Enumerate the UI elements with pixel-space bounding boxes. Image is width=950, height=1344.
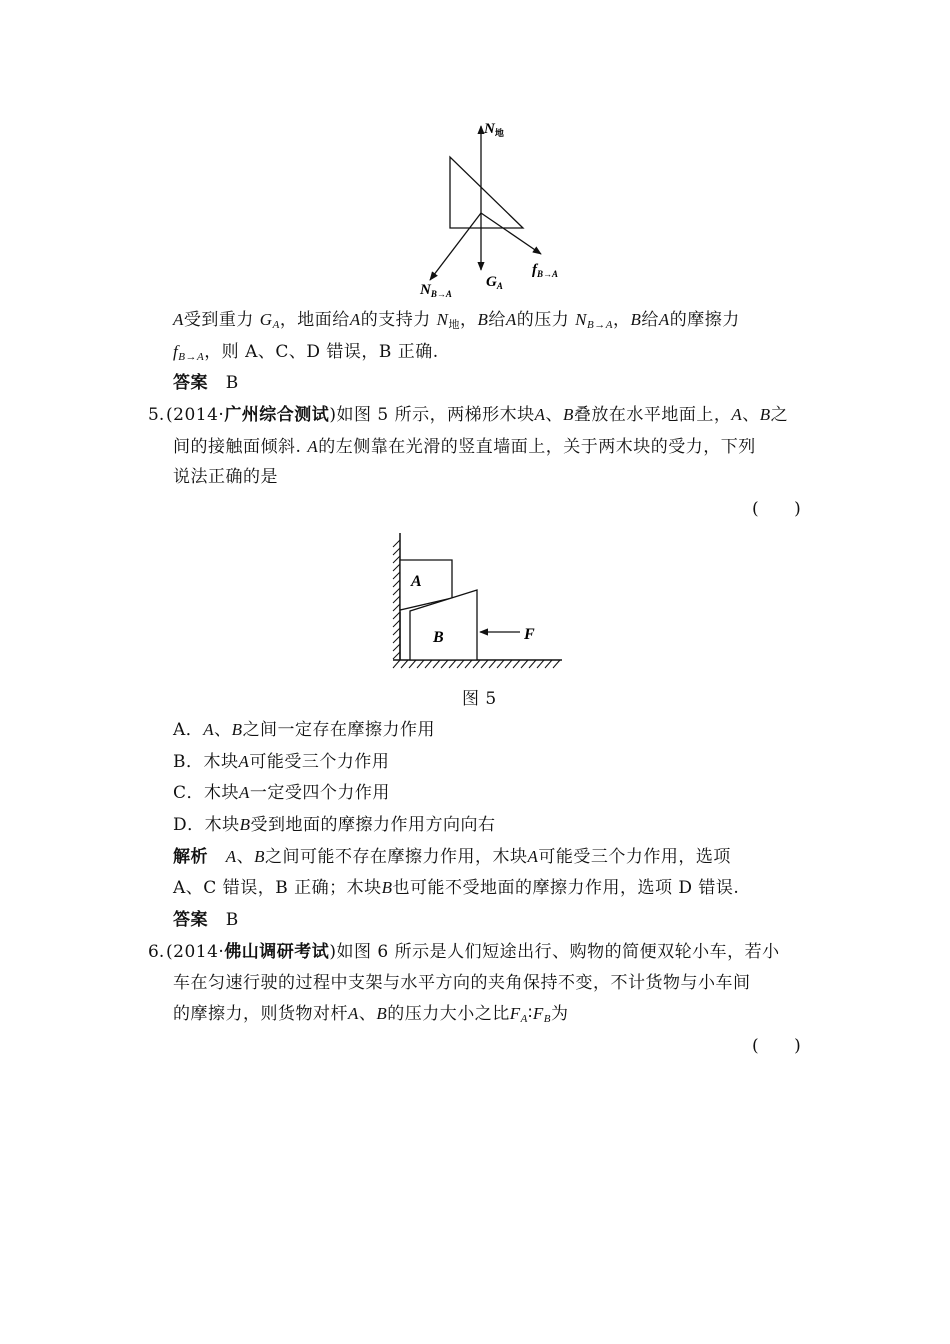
q6-answer-bracket: ( ) [752, 1036, 802, 1056]
q5-stem-line-3: 说法正确的是 [173, 467, 278, 487]
q6-stem-line-3: 的摩擦力，则货物对杆A、B的压力大小之比$F_A∶F_B$为 [173, 1004, 569, 1025]
q5-option-d: D．木块B受到地面的摩擦力作用方向向右 [173, 815, 496, 835]
q6-number: 6. [148, 942, 165, 962]
label-b: B [433, 629, 444, 646]
label-f-b-a: $f_{B\to A}$ [532, 262, 559, 279]
label-n-ground: $N_地$ [484, 121, 504, 138]
q5-analysis-line-1: 解析 A、B之间可能不存在摩擦力作用，木块A可能受三个力作用，选项 [173, 847, 731, 867]
q5-option-b: B．木块A可能受三个力作用 [173, 752, 390, 772]
ground-hatching [393, 660, 562, 668]
q5-answer: 答案 B [173, 910, 239, 930]
label-g-a: $G_A$ [486, 274, 503, 291]
q4-solution-line-1: A受到重力 $G_A$，地面给A的支持力 $N_地$，B给A的压力 $N_{B\to A}$，B给A的摩擦力 [173, 310, 740, 331]
q5-number: 5. [148, 405, 165, 425]
wall-hatching [393, 533, 400, 660]
label-f: F [524, 626, 535, 643]
figure-5-caption: 图 5 [462, 689, 497, 709]
q6-stem-line-1: (2014·佛山调研考试)如图 6 所示是人们短途出行、购物的简便双轮小车，若小 [166, 942, 780, 962]
q6-stem-line-2: 车在匀速行驶的过程中支架与水平方向的夹角保持不变，不计货物与小车间 [173, 973, 751, 993]
q5-answer-bracket: ( ) [752, 499, 802, 519]
q5-analysis-line-2: A、C 错误，B 正确；木块B也可能不受地面的摩擦力作用，选项 D 错误. [173, 878, 740, 898]
label-a: A [411, 573, 422, 590]
q5-stem-line-1: (2014·广州综合测试)如图 5 所示，两梯形木块A、B叠放在水平地面上，A、B之 [166, 405, 789, 425]
q4-solution-line-2: $f_{B\to A}$，则 A、C、D 错误，B 正确. [173, 342, 439, 363]
q4-answer: 答案 B [173, 373, 239, 393]
label-n-b-a: $N_{B\to A}$ [420, 282, 452, 299]
q5-option-c: C．木块A一定受四个力作用 [173, 783, 390, 803]
q5-option-a: A．A、B之间一定存在摩擦力作用 [173, 720, 436, 740]
q5-stem-line-2: 间的接触面倾斜. A的左侧靠在光滑的竖直墙面上，关于两木块的受力，下列 [173, 437, 756, 457]
